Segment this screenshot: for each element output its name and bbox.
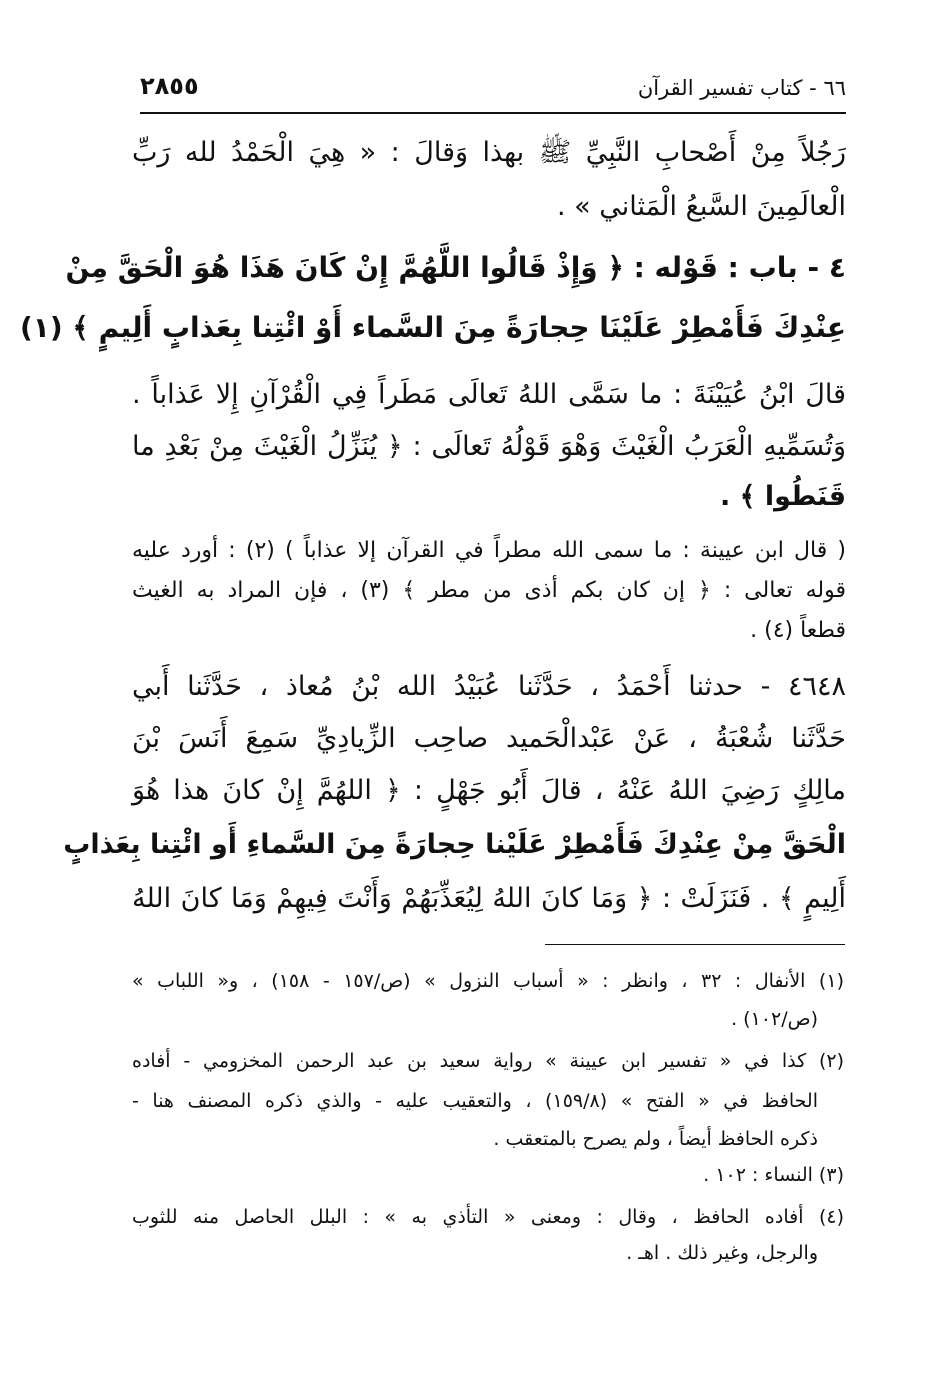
quote-line: قَنَطُوا ﴾ . <box>719 481 846 512</box>
commentary-line: قطعاً (٤) . <box>750 618 846 643</box>
hadith-line: حَدَّثَنا شُعْبَةُ ، عَنْ عَبْدالْحَميد صاحِب الزِّيادِيِّ سَمِعَ أَنَسَ بْنَ <box>132 723 846 754</box>
footnote-line: (ص/١٠٢) . <box>731 1008 818 1030</box>
footnote-line: والرجل، وغير ذلك . اهـ . <box>626 1242 818 1264</box>
header-rule <box>140 112 846 114</box>
running-title: ٦٦ - كتاب تفسير القرآن <box>637 76 846 100</box>
hadith-line: ٤٦٤٨ - حدثنا أَحْمَدُ ، حَدَّثَنا عُبَيْدُ الله بْنُ مُعاذ ، حَدَّثَنا أَبي <box>132 671 846 702</box>
chapter-heading-line: عِنْدِكَ فَأَمْطِرْ عَلَيْنَا حِجارَةً مِنَ السَّماء أَوْ ائْتِنا بِعَذابٍ أَلِيمٍ ﴾ (١) <box>20 311 846 344</box>
page-number: ٢٨٥٥ <box>140 72 199 100</box>
footnote-line: (٣) النساء : ١٠٢ . <box>703 1164 844 1186</box>
commentary-line: قوله تعالى : ﴿ إن كان بكم أذى من مطر ﴾ (٣) ، فإن المراد به الغيث <box>132 578 846 603</box>
hadith-line: مالِكٍ رَضِيَ اللهُ عَنْهُ ، قالَ أَبُو جَهْلٍ : ﴿ اللهُمَّ إِنْ كانَ هذا هُوَ <box>132 775 846 806</box>
intro-line: الْعالَمِينَ السَّبعُ الْمَثاني » . <box>556 191 846 222</box>
hadith-line: أَلِيمٍ ﴾ . فَنَزَلَتْ : ﴿ وَمَا كانَ اللهُ لِيُعَذِّبَهُمْ وَأَنْتَ فِيهِمْ وَمَا كانَ اللهُ <box>132 883 846 914</box>
page-header <box>140 72 846 112</box>
footnote-line: (١) الأنفال : ٣٢ ، وانظر : « أسباب النزول » (ص/١٥٧ - ١٥٨) ، و« اللباب » <box>132 970 844 992</box>
footnote-separator <box>545 944 845 945</box>
commentary-line: ( قال ابن عيينة : ما سمى الله مطراً في القرآن إلا عذاباً ) (٢) : أورد عليه <box>132 538 846 563</box>
quote-line: وَتُسَمِّيهِ الْعَرَبُ الْغَيْثَ وَهْوَ قَوْلُهُ تَعالَى : ﴿ يُنَزِّلُ الْغَيْثَ مِنْ بَعْدِ ما <box>132 431 846 462</box>
footnote-line: (٢) كذا في « تفسير ابن عيينة » رواية سعيد بن عبد الرحمن المخزومي - أفاده <box>132 1050 844 1072</box>
chapter-heading-line: ٤ - باب : قَوْله : ﴿ وَإِذْ قَالُوا اللَّهُمَّ إِنْ كَانَ هَذَا هُوَ الْحَقَّ مِنْ <box>65 251 846 284</box>
hadith-line: الْحَقَّ مِنْ عِنْدِكَ فَأَمْطِرْ عَلَيْنا حِجارَةً مِنَ السَّماءِ أَو ائْتِنا بِعَذابٍ <box>63 829 846 860</box>
intro-line: رَجُلاً مِنْ أَصْحابِ النَّبِيِّ ﷺ بهذا وَقالَ : « هِيَ الْحَمْدُ لله رَبِّ <box>132 137 846 168</box>
quote-line: قالَ ابْنُ عُيَيْنَةَ : ما سَمَّى اللهُ تَعالَى مَطَراً فِي الْقُرْآنِ إِلا عَذاباً . <box>132 379 846 410</box>
footnote-line: الحافظ في « الفتح » (١٥٩/٨) ، والتعقيب عليه - والذي ذكره المصنف هنا - <box>132 1090 819 1112</box>
footnote-line: ذكره الحافظ أيضاً ، ولم يصرح بالمتعقب . <box>493 1128 818 1150</box>
footnote-line: (٤) أفاده الحافظ ، وقال : ومعنى « التأذي به » : البلل الحاصل منه للثوب <box>132 1206 844 1228</box>
